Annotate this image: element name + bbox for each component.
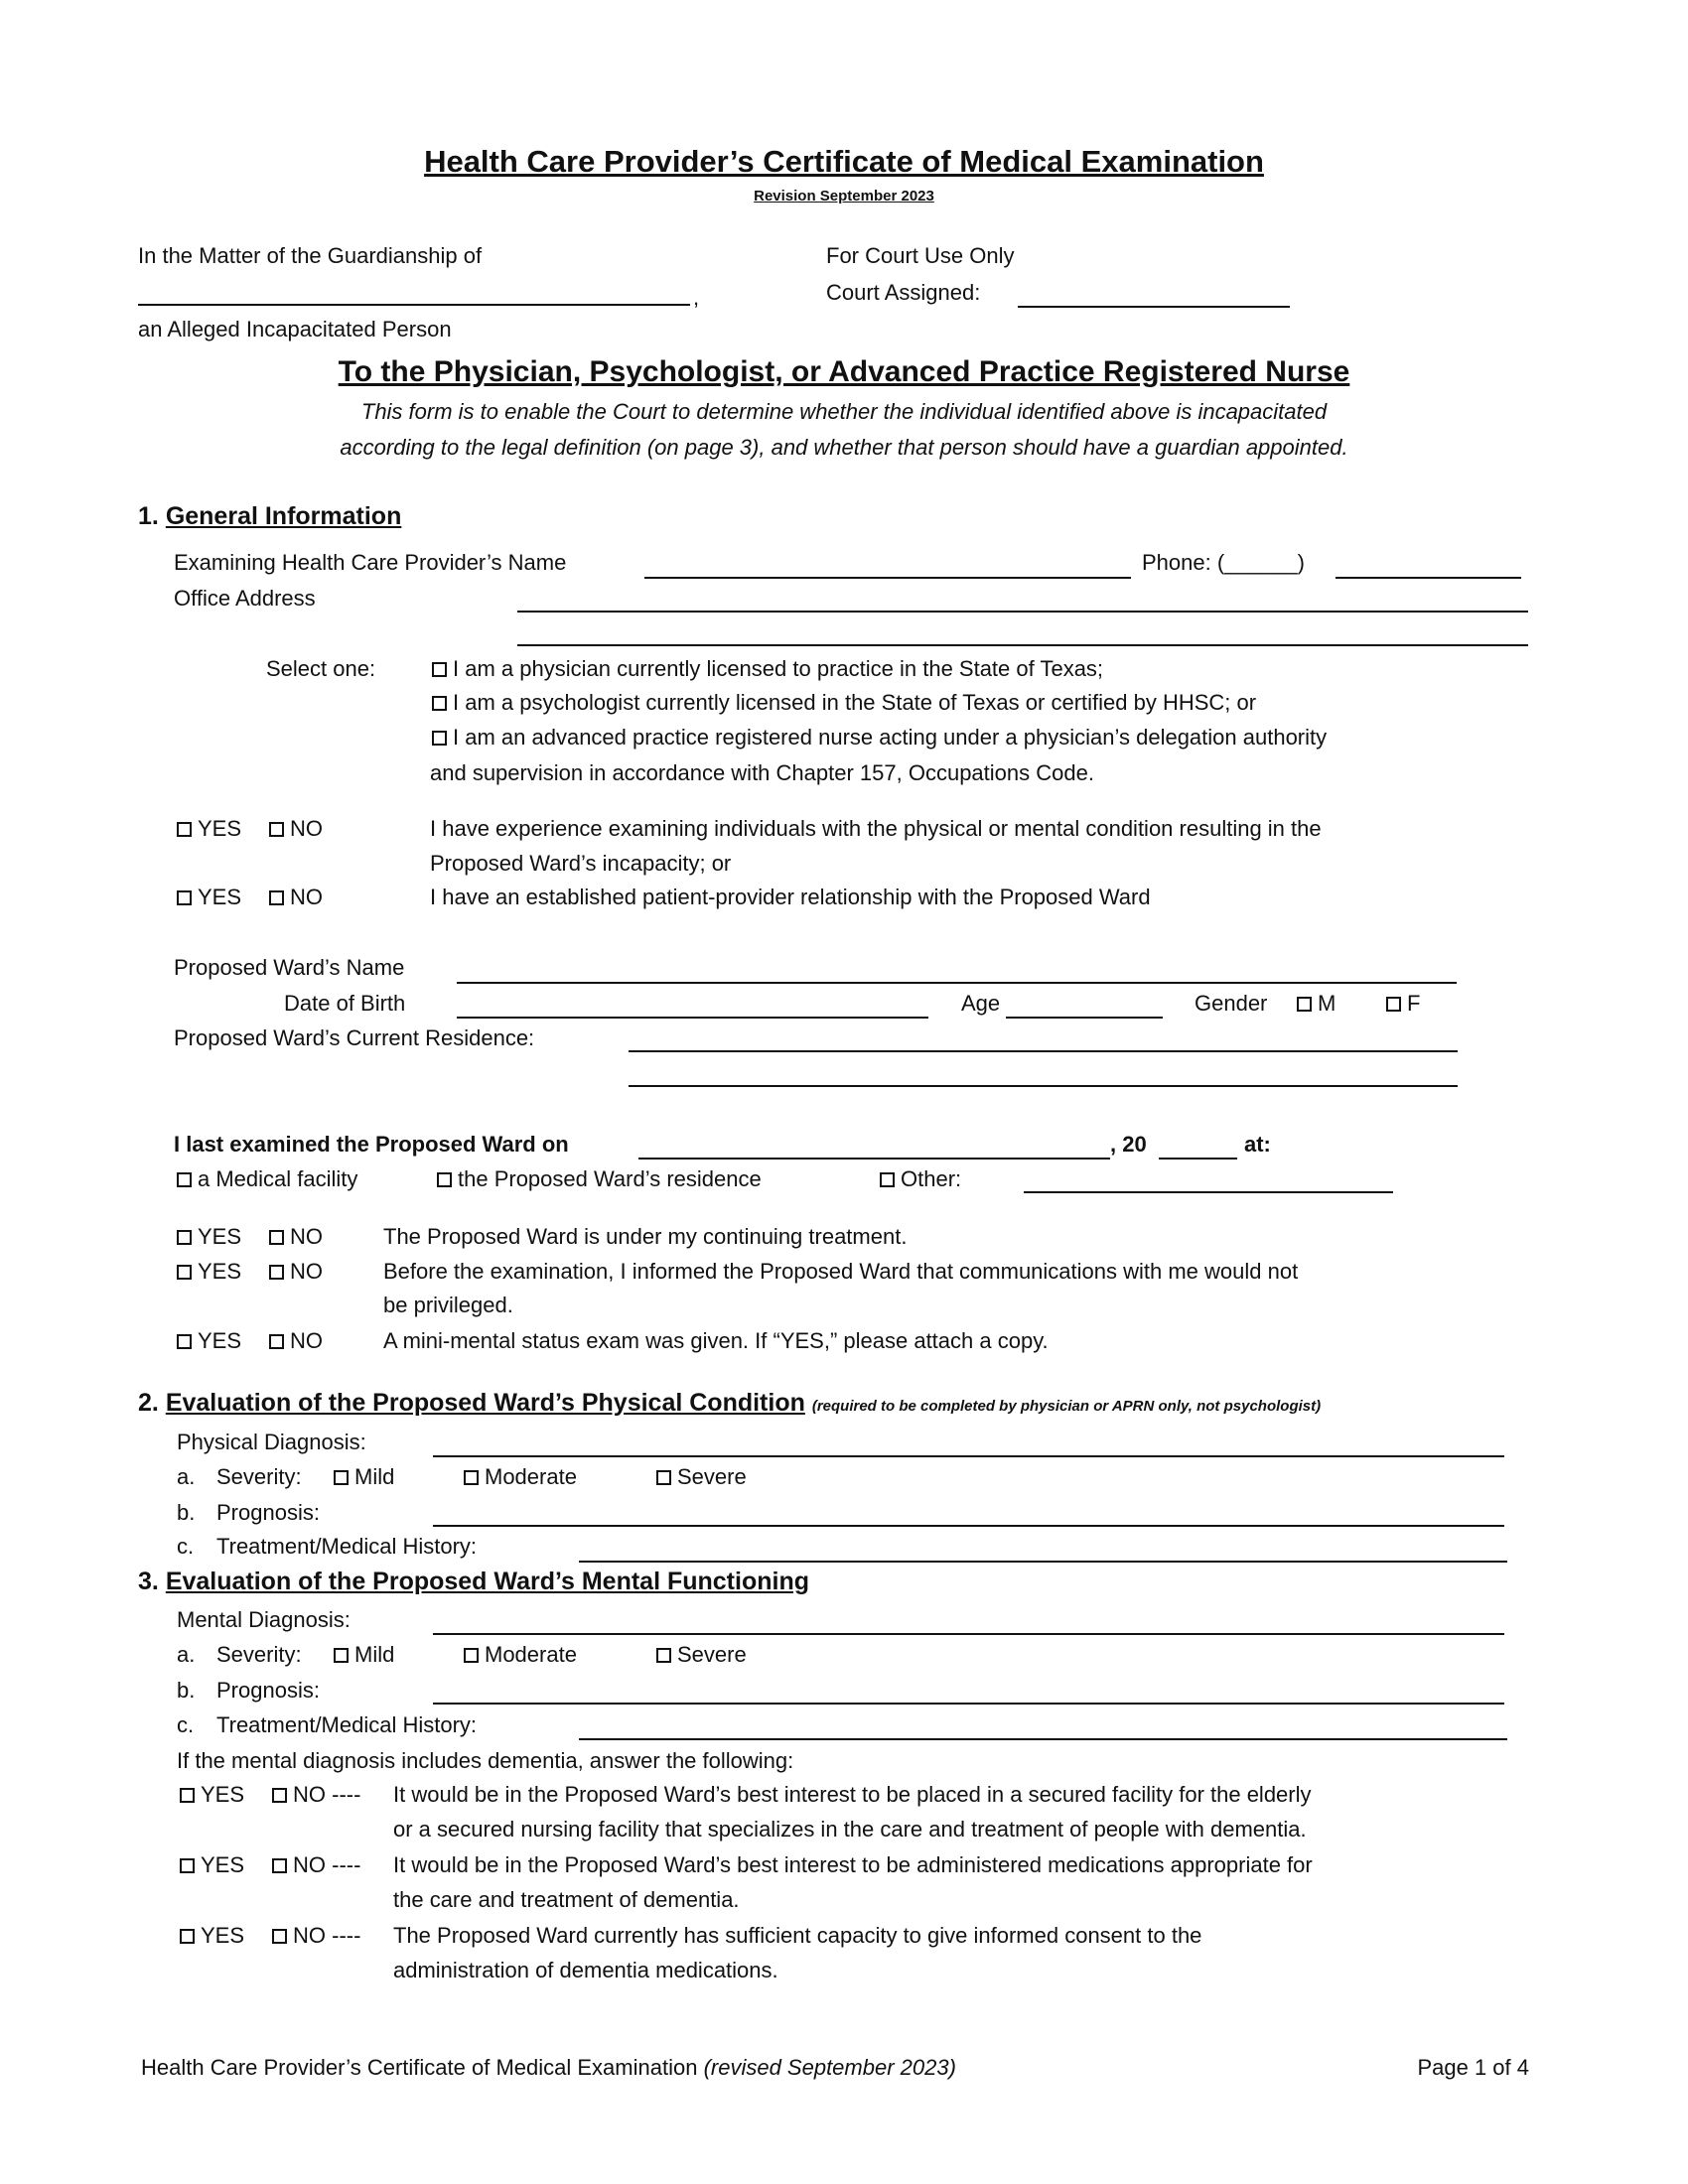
- mild-label: Mild: [354, 1642, 395, 1667]
- option-psychologist: [432, 689, 1256, 717]
- item-b: b.: [177, 1678, 196, 1703]
- gender-f: [1386, 990, 1420, 1018]
- no-label: NO: [290, 1328, 324, 1353]
- prognosis-label: Prognosis:: [216, 1500, 320, 1525]
- option-aprn-cont: and supervision in accordance with Chapter 157, Occupations Code.: [430, 760, 1094, 785]
- prognosis-field[interactable]: [433, 1525, 1504, 1527]
- phone-label: Phone: (______): [1142, 550, 1305, 575]
- dash: ----: [332, 1782, 361, 1807]
- option-label: I am an advanced practice registered nurse acting under a physician’s delegation authority: [453, 725, 1328, 750]
- checkbox[interactable]: [432, 731, 447, 746]
- exam-date-field[interactable]: [638, 1158, 1110, 1160]
- item-c: c.: [177, 1534, 195, 1559]
- section-number: 1.: [138, 502, 159, 530]
- gender-label: Gender: [1195, 991, 1268, 1016]
- yes-no-dementia-1: [180, 1781, 360, 1809]
- section-note: (required to be completed by physician or APRN only, not psychologist): [811, 1398, 1322, 1415]
- physical-diagnosis-field[interactable]: [433, 1455, 1504, 1457]
- severity-severe: [656, 1641, 747, 1669]
- dementia-intro: If the mental diagnosis includes dementia, answer the following:: [177, 1748, 794, 1773]
- yes-no-mmse: [177, 1327, 323, 1355]
- checkbox-yes[interactable]: [180, 1929, 195, 1944]
- comma: ,: [693, 285, 700, 310]
- dementia-question-2: It would be in the Proposed Ward’s best interest to be administered medications appropriate for: [393, 1852, 1313, 1877]
- checkbox-no[interactable]: [269, 890, 284, 905]
- gender-m: [1297, 990, 1336, 1018]
- no-label: NO: [290, 885, 324, 909]
- age-label: Age: [961, 991, 1001, 1016]
- location-residence: [437, 1165, 762, 1193]
- yes-label: YES: [198, 885, 242, 909]
- prognosis-label: Prognosis:: [216, 1678, 320, 1703]
- section-3-heading: [138, 1568, 809, 1595]
- location-medical-facility: [177, 1165, 357, 1193]
- yes-label: YES: [198, 816, 242, 841]
- item-a: a.: [177, 1464, 196, 1489]
- age-field[interactable]: [1006, 1017, 1163, 1019]
- yes-no-informed: [177, 1258, 323, 1286]
- checkbox-no[interactable]: [272, 1929, 287, 1944]
- dash: ----: [332, 1923, 361, 1948]
- checkbox-no[interactable]: [272, 1858, 287, 1873]
- m-label: M: [1318, 991, 1336, 1016]
- checkbox[interactable]: [656, 1648, 671, 1663]
- at-label: at:: [1244, 1132, 1271, 1157]
- history-field[interactable]: [579, 1738, 1507, 1740]
- prognosis-field[interactable]: [433, 1703, 1504, 1705]
- yes-no-dementia-2: [180, 1851, 360, 1879]
- checkbox-yes[interactable]: [180, 1858, 195, 1873]
- yes-no-relationship: [177, 884, 323, 911]
- section-2-heading: [138, 1389, 1321, 1421]
- severe-label: Severe: [677, 1464, 747, 1489]
- treatment-question: The Proposed Ward is under my continuing treatment.: [383, 1224, 908, 1249]
- section-number: 2.: [138, 1389, 159, 1417]
- checkbox-no[interactable]: [272, 1788, 287, 1803]
- ward-name-field[interactable]: [138, 304, 690, 306]
- dash: ----: [332, 1852, 361, 1877]
- severity-mild: [334, 1463, 394, 1491]
- section-number: 3.: [138, 1568, 159, 1595]
- yes-label: YES: [201, 1852, 245, 1877]
- yes-label: YES: [198, 1259, 242, 1284]
- checkbox[interactable]: [1297, 997, 1312, 1012]
- checkbox[interactable]: [334, 1470, 349, 1485]
- provider-name-field[interactable]: [644, 577, 1131, 579]
- item-b: b.: [177, 1500, 196, 1525]
- year-prefix: , 20: [1110, 1132, 1147, 1157]
- informed-question: Before the examination, I informed the Proposed Ward that communications with me would not: [383, 1259, 1299, 1284]
- history-field[interactable]: [579, 1561, 1507, 1563]
- phone-field[interactable]: [1336, 577, 1521, 579]
- yes-label: YES: [198, 1224, 242, 1249]
- yes-label: YES: [201, 1782, 245, 1807]
- ward-name-label: Proposed Ward’s Name: [174, 955, 405, 980]
- checkbox-no[interactable]: [269, 1334, 284, 1349]
- location-other: [880, 1165, 961, 1193]
- residence-label: Proposed Ward’s Current Residence:: [174, 1025, 535, 1050]
- checkbox[interactable]: [432, 696, 447, 711]
- dementia-question-1-cont: or a secured nursing facility that specializes in the care and treatment of people with dementia.: [393, 1817, 1307, 1842]
- checkbox[interactable]: [464, 1470, 479, 1485]
- section-title: Evaluation of the Proposed Ward’s Physical Condition: [165, 1389, 805, 1417]
- checkbox-yes[interactable]: [180, 1788, 195, 1803]
- informed-question-cont: be privileged.: [383, 1293, 513, 1317]
- checkbox[interactable]: [334, 1648, 349, 1663]
- no-label: NO: [290, 816, 324, 841]
- no-label: NO: [293, 1782, 327, 1807]
- yes-no-dementia-3: [180, 1922, 360, 1950]
- checkbox[interactable]: [656, 1470, 671, 1485]
- physical-diagnosis-label: Physical Diagnosis:: [177, 1430, 366, 1454]
- document-title: Health Care Provider’s Certificate of Medical Examination: [424, 144, 1264, 179]
- office-address-label: Office Address: [174, 586, 316, 611]
- experience-question: I have experience examining individuals with the physical or mental condition resulting in the: [430, 816, 1322, 841]
- checkbox[interactable]: [1386, 997, 1401, 1012]
- other-location-field[interactable]: [1024, 1191, 1393, 1193]
- mental-diagnosis-label: Mental Diagnosis:: [177, 1607, 351, 1632]
- checkbox-yes[interactable]: [177, 1230, 192, 1245]
- severity-severe: [656, 1463, 747, 1491]
- dob-field[interactable]: [457, 1017, 928, 1019]
- history-label: Treatment/Medical History:: [216, 1712, 478, 1737]
- option-aprn: [432, 724, 1327, 751]
- mild-label: Mild: [354, 1464, 395, 1489]
- intro-heading: To the Physician, Psychologist, or Advanced Practice Registered Nurse: [338, 355, 1350, 388]
- exam-year-field[interactable]: [1159, 1158, 1237, 1160]
- dob-label: Date of Birth: [284, 991, 406, 1016]
- mmse-question: A mini-mental status exam was given. If “YES,” please attach a copy.: [383, 1328, 1049, 1353]
- checkbox[interactable]: [437, 1172, 452, 1187]
- checkbox-no[interactable]: [269, 1230, 284, 1245]
- location-label: a Medical facility: [198, 1166, 358, 1191]
- court-assigned-field[interactable]: [1018, 306, 1290, 308]
- no-label: NO: [290, 1259, 324, 1284]
- page-number: Page 1 of 4: [1417, 2055, 1529, 2080]
- checkbox[interactable]: [880, 1172, 895, 1187]
- section-title: General Information: [165, 502, 402, 530]
- severity-label: Severity:: [216, 1464, 302, 1489]
- office-address-field-2[interactable]: [517, 644, 1528, 646]
- mental-diagnosis-field[interactable]: [433, 1633, 1504, 1635]
- checkbox[interactable]: [464, 1648, 479, 1663]
- severity-moderate: [464, 1463, 577, 1491]
- footer-revision: (revised September 2023): [703, 2055, 956, 2080]
- item-c: c.: [177, 1712, 195, 1737]
- court-assigned-label: Court Assigned:: [826, 280, 981, 305]
- checkbox-yes[interactable]: [177, 822, 192, 837]
- severe-label: Severe: [677, 1642, 747, 1667]
- severity-label: Severity:: [216, 1642, 302, 1667]
- severity-mild: [334, 1641, 394, 1669]
- checkbox-no[interactable]: [269, 1265, 284, 1280]
- yes-no-treatment: [177, 1223, 323, 1251]
- checkbox[interactable]: [432, 662, 447, 677]
- checkbox-no[interactable]: [269, 822, 284, 837]
- footer-title: Health Care Provider’s Certificate of Medical Examination: [141, 2055, 698, 2080]
- section-1-heading: [138, 502, 401, 530]
- footer-left: [141, 2054, 956, 2082]
- checkbox-yes[interactable]: [177, 1334, 192, 1349]
- location-label: the Proposed Ward’s residence: [458, 1166, 762, 1191]
- experience-question-cont: Proposed Ward’s incapacity; or: [430, 851, 732, 876]
- severity-moderate: [464, 1641, 577, 1669]
- option-label: I am a psychologist currently licensed in the State of Texas or certified by HHSC; or: [453, 690, 1257, 715]
- provider-name-label: Examining Health Care Provider’s Name: [174, 550, 567, 575]
- checkbox-yes[interactable]: [177, 890, 192, 905]
- moderate-label: Moderate: [485, 1464, 577, 1489]
- item-a: a.: [177, 1642, 196, 1667]
- intro-line-2: according to the legal definition (on page 3), and whether that person should have a guardian appointed.: [340, 435, 1348, 460]
- office-address-field-1[interactable]: [517, 611, 1528, 613]
- residence-field-1[interactable]: [629, 1050, 1458, 1052]
- history-label: Treatment/Medical History:: [216, 1534, 478, 1559]
- dementia-question-2-cont: the care and treatment of dementia.: [393, 1887, 740, 1912]
- dementia-question-3-cont: administration of dementia medications.: [393, 1958, 778, 1982]
- no-label: NO: [293, 1852, 327, 1877]
- yes-no-experience: [177, 815, 323, 843]
- checkbox-yes[interactable]: [177, 1265, 192, 1280]
- court-use-label: For Court Use Only: [826, 243, 1015, 268]
- residence-field-2[interactable]: [629, 1085, 1458, 1087]
- guardianship-label: In the Matter of the Guardianship of: [138, 243, 483, 268]
- ward-name-input[interactable]: [457, 982, 1457, 984]
- relationship-question: I have an established patient-provider relationship with the Proposed Ward: [430, 885, 1151, 909]
- revision-date: Revision September 2023: [754, 188, 934, 205]
- alleged-label: an Alleged Incapacitated Person: [138, 317, 452, 341]
- option-label: I am a physician currently licensed to practice in the State of Texas;: [453, 656, 1104, 681]
- select-one-label: Select one:: [266, 656, 376, 681]
- section-title: Evaluation of the Proposed Ward’s Mental Functioning: [165, 1568, 809, 1595]
- dementia-question-3: The Proposed Ward currently has sufficient capacity to give informed consent to the: [393, 1923, 1202, 1948]
- no-label: NO: [290, 1224, 324, 1249]
- last-examined-label: I last examined the Proposed Ward on: [174, 1132, 569, 1157]
- checkbox[interactable]: [177, 1172, 192, 1187]
- no-label: NO: [293, 1923, 327, 1948]
- yes-label: YES: [201, 1923, 245, 1948]
- moderate-label: Moderate: [485, 1642, 577, 1667]
- intro-line-1: This form is to enable the Court to determine whether the individual identified above is incapacitated: [360, 399, 1328, 424]
- option-physician: [432, 655, 1103, 683]
- location-label: Other:: [901, 1166, 962, 1191]
- dementia-question-1: It would be in the Proposed Ward’s best interest to be placed in a secured facility for the elderly: [393, 1782, 1312, 1807]
- f-label: F: [1407, 991, 1421, 1016]
- yes-label: YES: [198, 1328, 242, 1353]
